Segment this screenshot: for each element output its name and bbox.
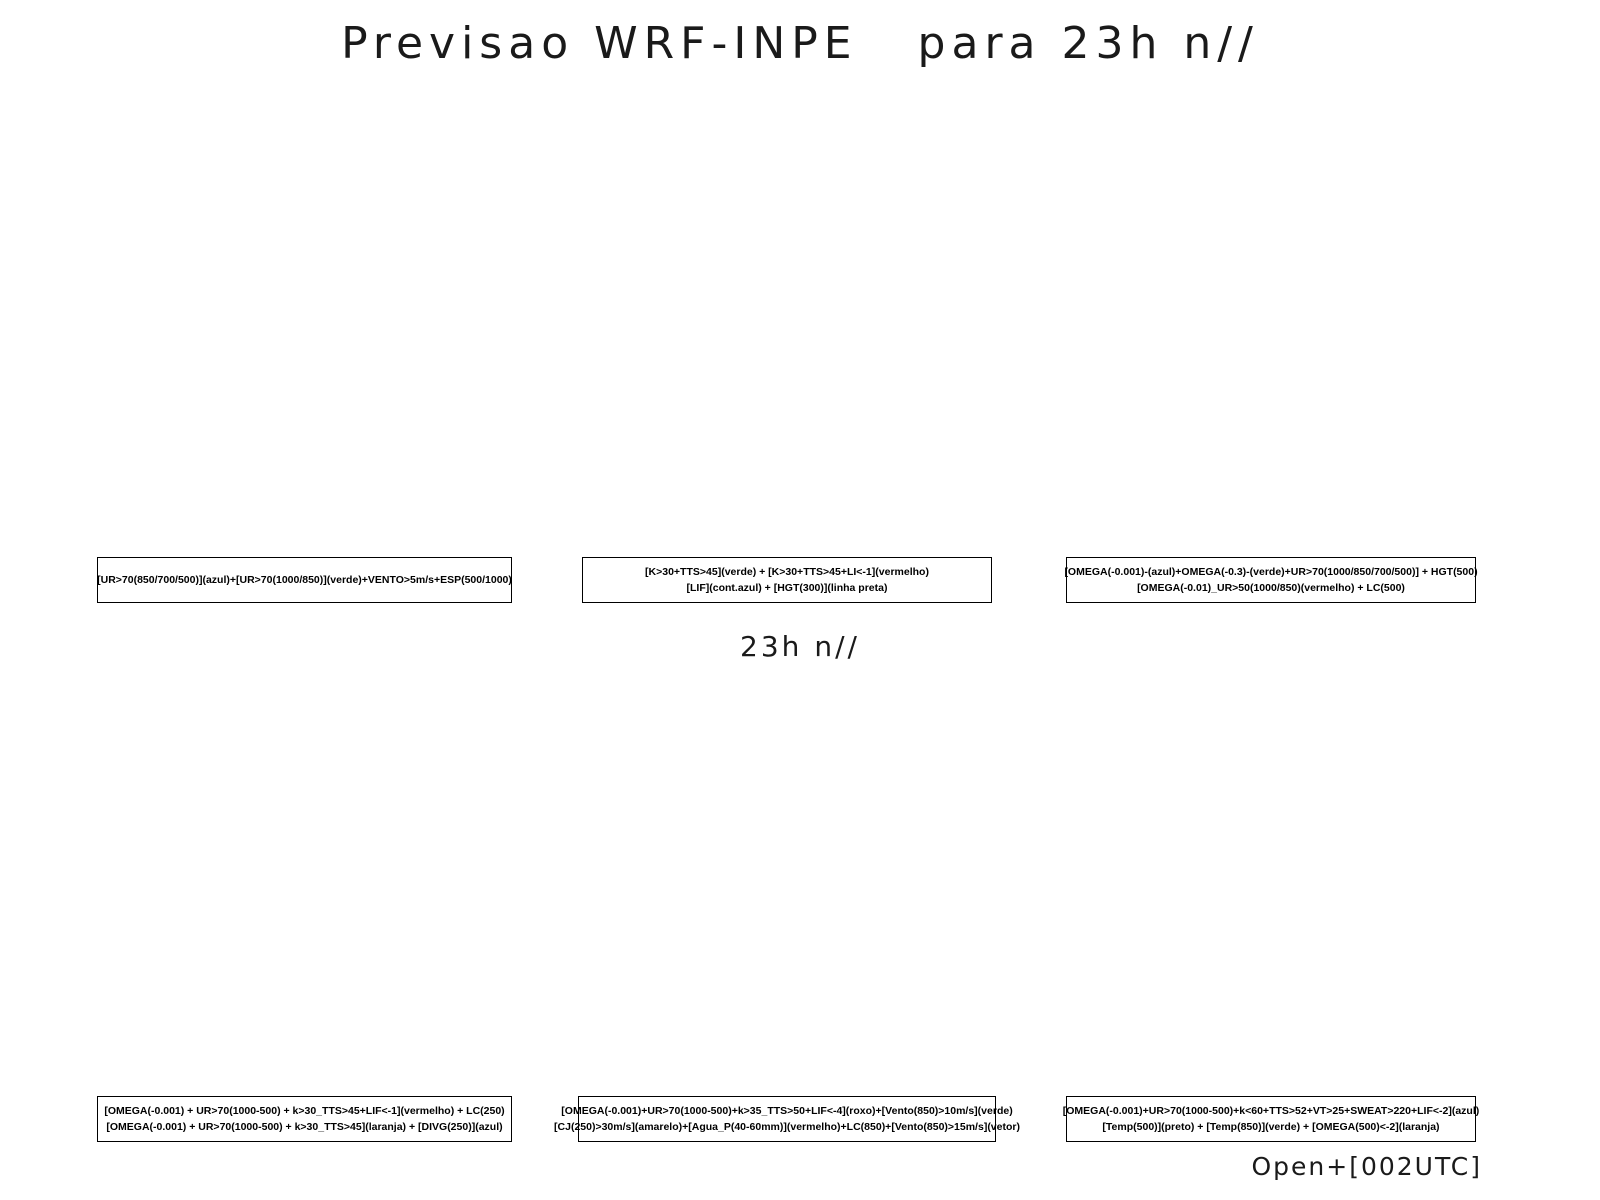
legend-line: [Temp(500)](preto) + [Temp(850)](verde) + [OMEGA(500)<-2](laranja) bbox=[1102, 1121, 1440, 1133]
legend-line: [OMEGA(-0.001) + UR>70(1000-500) + k>30_TTS>45+LIF<-1](vermelho) + LC(250) bbox=[104, 1105, 505, 1117]
legend-line: [UR>70(850/700/500)](azul)+[UR>70(1000/850)](verde)+VENTO>5m/s+ESP(500/1000) bbox=[97, 574, 512, 586]
legend-line: [LIF](cont.azul) + [HGT(300)](linha preta) bbox=[686, 582, 888, 594]
legend-line: [OMEGA(-0.01)_UR>50(1000/850)(vermelho) + LC(500) bbox=[1137, 582, 1405, 594]
legend-line: [OMEGA(-0.001)+UR>70(1000-500)+k>35_TTS>50+LIF<-4](roxo)+[Vento(850)>10m/s](verde) bbox=[561, 1105, 1013, 1117]
legend-line: [CJ(250)>30m/s](amarelo)+[Agua_P(40-60mm)](vermelho)+LC(850)+[Vento(850)>15m/s](vetor) bbox=[554, 1121, 1020, 1133]
legend-line: [K>30+TTS>45](verde) + [K>30+TTS>45+LI<-1](vermelho) bbox=[645, 566, 929, 578]
legend-line: [OMEGA(-0.001)-(azul)+OMEGA(-0.3)-(verde)+UR>70(1000/850/700/500)] + HGT(500) bbox=[1064, 566, 1478, 578]
legend-box-top-right bbox=[1066, 557, 1476, 603]
center-time-label: 23h n// bbox=[740, 630, 860, 663]
legend-line: [OMEGA(-0.001)+UR>70(1000-500)+k<60+TTS>52+VT>25+SWEAT>220+LIF<-2](azul) bbox=[1062, 1105, 1480, 1117]
legend-box-top-left bbox=[97, 557, 512, 603]
footer-label: Open+[002UTC] bbox=[1251, 1152, 1482, 1181]
legend-box-top-center bbox=[582, 557, 992, 603]
page-title: Previsao WRF-INPE para 23h n// bbox=[341, 18, 1259, 69]
legend-box-bottom-center bbox=[554, 1096, 1020, 1142]
legend-box-bottom-left bbox=[97, 1096, 512, 1142]
legend-line: [OMEGA(-0.001) + UR>70(1000-500) + k>30_TTS>45](laranja) + [DIVG(250)](azul) bbox=[106, 1121, 503, 1133]
legend-box-bottom-right bbox=[1062, 1096, 1480, 1142]
